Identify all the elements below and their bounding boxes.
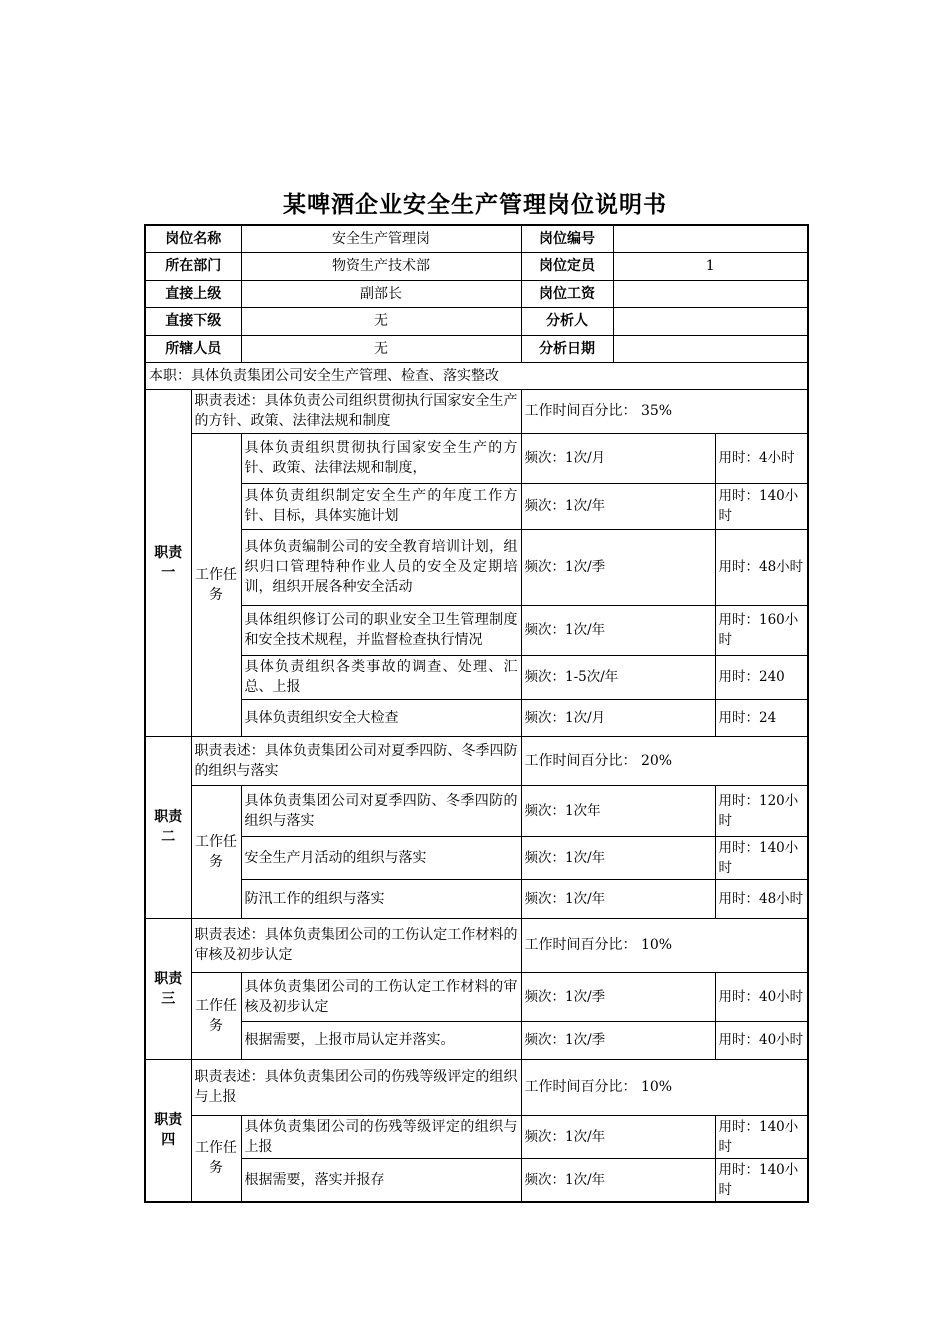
task-frequency: 频次：1次/月 [521, 433, 715, 483]
task-text: 具体组织修订公司的职业安全卫生管理制度和安全技术规程，并监督检查执行情况 [241, 605, 521, 655]
salary-label: 岗位工资 [521, 280, 613, 307]
position-name-label: 岗位名称 [145, 225, 241, 252]
task-frequency: 频次：1次年 [521, 785, 715, 836]
task-time: 用时：140小时 [715, 1158, 808, 1202]
superior-value: 副部长 [241, 280, 521, 307]
duty-time-percent: 工作时间百分比： 10% [521, 1059, 808, 1115]
task-text: 具体负责集团公司的工伤认定工作材料的审核及初步认定 [241, 972, 521, 1021]
task-group-label: 工作任务 [191, 785, 241, 918]
duty-summary: 本职：具体负责集团公司安全生产管理、检查、落实整改 [145, 362, 808, 389]
task-text: 具体负责集团公司的伤残等级评定的组织与上报 [241, 1115, 521, 1158]
task-frequency: 频次：1次/年 [521, 1158, 715, 1202]
task-group-label: 工作任务 [191, 972, 241, 1059]
task-row [145, 1021, 808, 1059]
superior-label: 直接上级 [145, 280, 241, 307]
task-frequency: 频次：1次/月 [521, 699, 715, 736]
task-group-label: 工作任务 [191, 1115, 241, 1202]
header-row-subordinate [145, 307, 808, 335]
analyst-value [613, 307, 808, 335]
duty-description-row [145, 1059, 808, 1115]
header-row-position [145, 225, 808, 252]
duty-label: 职责四 [145, 1059, 191, 1202]
task-frequency: 频次：1次/季 [521, 1021, 715, 1059]
task-frequency: 频次：1次/季 [521, 972, 715, 1021]
header-row-department [145, 252, 808, 280]
duty-time-percent: 工作时间百分比： 35% [521, 389, 808, 433]
duty-description: 职责表述：具体负责集团公司对夏季四防、冬季四防的组织与落实 [191, 736, 521, 785]
header-row-staff [145, 335, 808, 362]
task-text: 根据需要，上报市局认定并落实。 [241, 1021, 521, 1059]
task-row [145, 699, 808, 736]
task-text: 具体负责编制公司的安全教育培训计划，组织归口管理特种作业人员的安全及定期培训，组织开展各种安全活动 [241, 529, 521, 605]
task-time: 用时：240 [715, 655, 808, 699]
duty-time-percent: 工作时间百分比： 10% [521, 918, 808, 972]
analysis-date-value [613, 335, 808, 362]
position-name-value: 安全生产管理岗 [241, 225, 521, 252]
department-value: 物资生产技术部 [241, 252, 521, 280]
duty-description-row [145, 918, 808, 972]
task-text: 具体负责组织制定安全生产的年度工作方针、目标，具体实施计划 [241, 483, 521, 529]
duty-label: 职责一 [145, 389, 191, 736]
task-text: 具体负责集团公司对夏季四防、冬季四防的组织与落实 [241, 785, 521, 836]
duty-label: 职责二 [145, 736, 191, 918]
task-time: 用时：4小时 [715, 433, 808, 483]
task-text: 具体负责组织安全大检查 [241, 699, 521, 736]
document-title: 某啤酒企业安全生产管理岗位说明书 [283, 192, 667, 218]
duty-time-percent: 工作时间百分比： 20% [521, 736, 808, 785]
duty-description: 职责表述：具体负责公司组织贯彻执行国家安全生产的方针、政策、法律法规和制度 [191, 389, 521, 433]
staff-label: 所辖人员 [145, 335, 241, 362]
task-time: 用时：140小时 [715, 1115, 808, 1158]
task-row [145, 1158, 808, 1202]
job-description-table [144, 224, 809, 1203]
task-text: 安全生产月活动的组织与落实 [241, 836, 521, 879]
salary-value [613, 280, 808, 307]
task-frequency: 频次：1-5次/年 [521, 655, 715, 699]
position-no-label: 岗位编号 [521, 225, 613, 252]
task-row [145, 785, 808, 836]
duty-label: 职责三 [145, 918, 191, 1059]
staff-value: 无 [241, 335, 521, 362]
task-time: 用时：48小时 [715, 879, 808, 918]
task-text: 具体负责组织贯彻执行国家安全生产的方针、政策、法律法规和制度， [241, 433, 521, 483]
task-frequency: 频次：1次/年 [521, 605, 715, 655]
task-time: 用时：120小时 [715, 785, 808, 836]
task-time: 用时：24 [715, 699, 808, 736]
task-row [145, 433, 808, 483]
task-frequency: 频次：1次/年 [521, 1115, 715, 1158]
task-time: 用时：160小时 [715, 605, 808, 655]
subordinate-value: 无 [241, 307, 521, 335]
task-row [145, 879, 808, 918]
task-text: 具体负责组织各类事故的调查、处理、汇总、上报 [241, 655, 521, 699]
analysis-date-label: 分析日期 [521, 335, 613, 362]
task-time: 用时：140小时 [715, 483, 808, 529]
task-frequency: 频次：1次/年 [521, 483, 715, 529]
task-row [145, 605, 808, 655]
task-time: 用时：140小时 [715, 836, 808, 879]
task-row [145, 836, 808, 879]
position-no-value [613, 225, 808, 252]
task-row [145, 972, 808, 1021]
duty-summary-row [145, 362, 808, 389]
duty-description: 职责表述：具体负责集团公司的工伤认定工作材料的审核及初步认定 [191, 918, 521, 972]
task-group-label: 工作任务 [191, 433, 241, 736]
task-time: 用时：40小时 [715, 1021, 808, 1059]
task-time: 用时：48小时 [715, 529, 808, 605]
task-row [145, 483, 808, 529]
duty-description: 职责表述：具体负责集团公司的伤残等级评定的组织与上报 [191, 1059, 521, 1115]
task-frequency: 频次：1次/季 [521, 529, 715, 605]
task-frequency: 频次：1次/年 [521, 879, 715, 918]
headcount-value: 1 [613, 252, 808, 280]
task-frequency: 频次：1次/年 [521, 836, 715, 879]
task-time: 用时：40小时 [715, 972, 808, 1021]
header-row-superior [145, 280, 808, 307]
task-text: 防汛工作的组织与落实 [241, 879, 521, 918]
duty-description-row [145, 389, 808, 433]
task-row [145, 1115, 808, 1158]
task-text: 根据需要，落实并报存 [241, 1158, 521, 1202]
duty-description-row [145, 736, 808, 785]
subordinate-label: 直接下级 [145, 307, 241, 335]
analyst-label: 分析人 [521, 307, 613, 335]
task-row [145, 655, 808, 699]
task-row [145, 529, 808, 605]
headcount-label: 岗位定员 [521, 252, 613, 280]
department-label: 所在部门 [145, 252, 241, 280]
